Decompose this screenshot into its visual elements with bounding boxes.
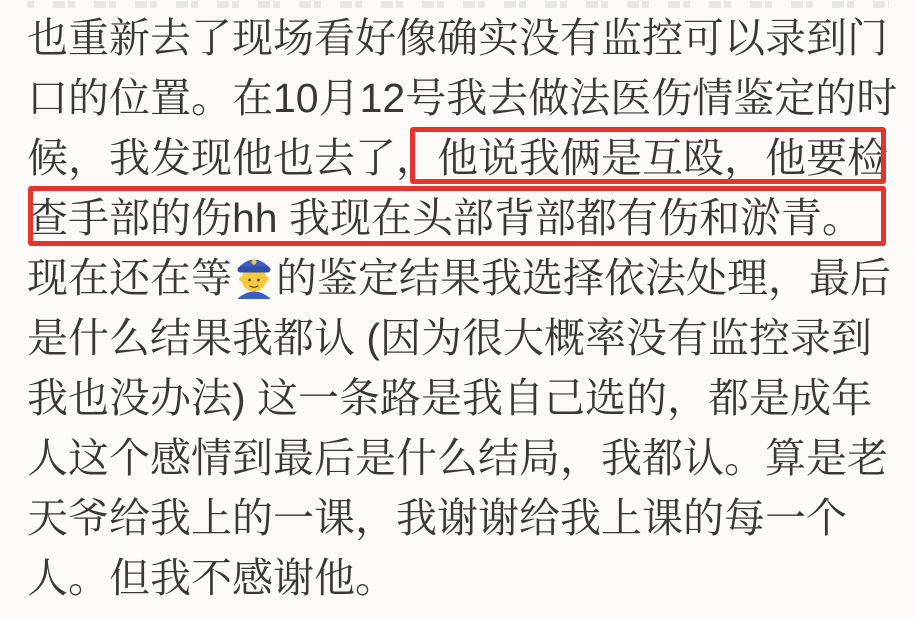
text-line-3-highlighted: 他说我俩是互殴，他要检 [437,135,888,181]
text-line-4 [27,188,907,248]
text-line-5-before-emoji: 现在还在等 [27,255,232,301]
text-line-3 [27,128,907,188]
text-line-8: 人这个感情到最后是什么结局，我都认。算是老 [27,435,888,481]
clipped-previous-line-fragments [27,1,889,8]
police-officer-emoji [233,253,275,299]
text-line-4-highlighted: 查手部的伤hh 我现在头部背部都有伤和淤青。 [27,195,863,241]
text-line-2: 口的位置。在10月12号我去做法医伤情鉴定的时 [27,75,898,121]
text-line-6: 是什么结果我都认 (因为很大概率没有监控录到 [27,315,873,361]
post-text-block [27,8,907,608]
text-line-9: 天爷给我上的一课，我谢谢给我上课的每一个 [27,495,847,541]
text-line-10: 人。但我不感谢他。 [27,555,396,601]
text-line-3-plain: 候，我发现他也去了， [27,135,437,181]
text-line-5 [27,248,907,308]
text-line-7: 我也没办法) 这一条路是我自己选的，都是成年 [27,375,873,421]
text-line-1: 也重新去了现场看好像确实没有监控可以录到门 [27,15,888,61]
text-line-5-after-emoji: 的鉴定结果我选择依法处理，最后 [276,255,891,301]
